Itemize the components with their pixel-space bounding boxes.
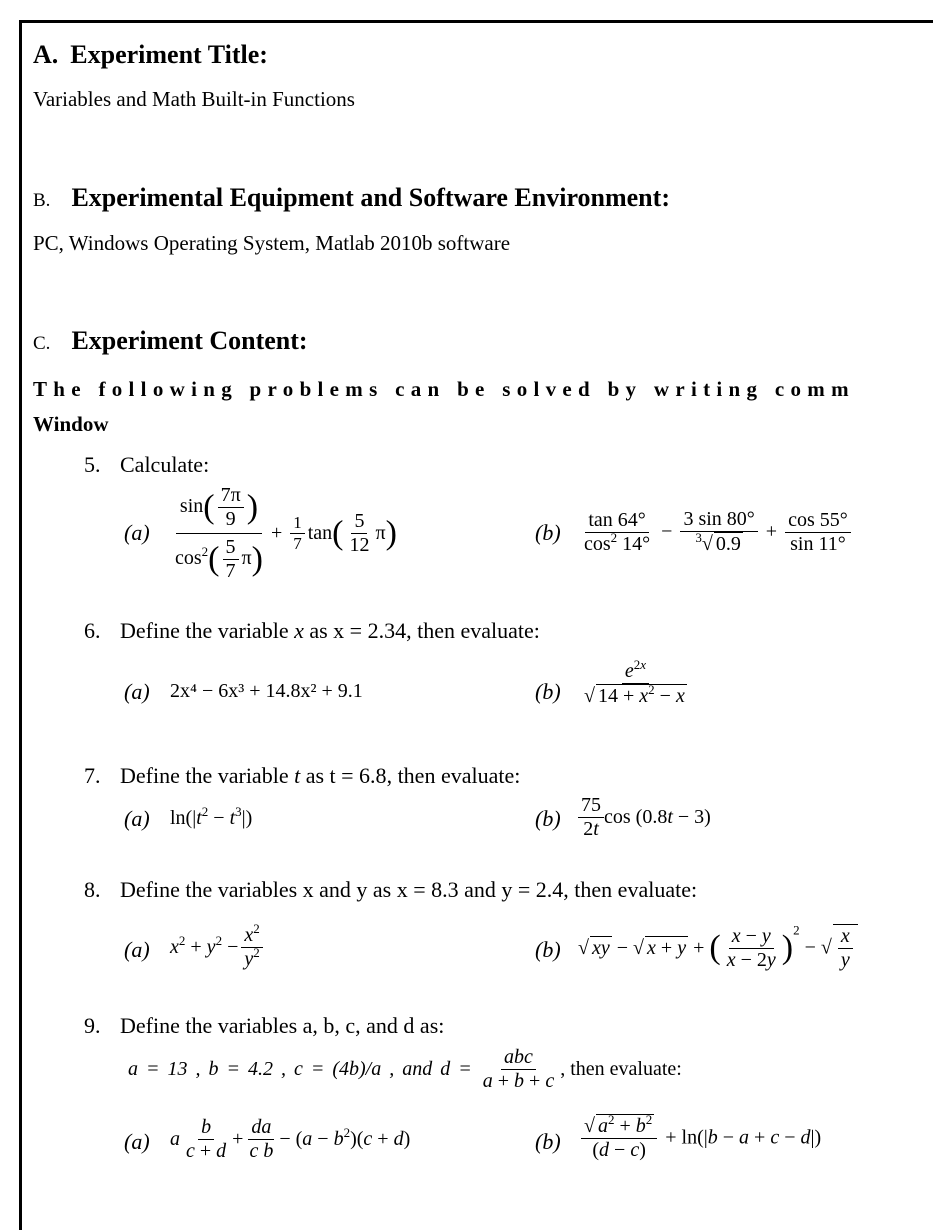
problem-6-var: x — [294, 618, 304, 643]
problem-6-number: 6. — [84, 618, 101, 643]
problem-6-text-before: Define the variable — [120, 618, 289, 643]
problem-5b-expression: $\frac{\tan 64^\circ}{\cos^2 14^\circ}$ − $\frac{3 \sin 80^\circ}{^3√ 0.9}$ + $\frac{\cos 55^\circ}{\sin 11^\circ}$ — [578, 508, 854, 556]
problem-9b-label: (b) — [535, 1129, 561, 1154]
section-a-letter: A. — [33, 40, 59, 69]
section-b-letter: B. — [33, 190, 51, 211]
problem-7-var: t — [294, 763, 301, 788]
problem-5-number: 5. — [84, 452, 101, 477]
problem-6a-expression: 2x⁴ − 6x³ + 14.8x² + 9.1 — [170, 680, 363, 702]
section-c-intro-line1: The following problems can be solved by writing comm — [33, 377, 855, 401]
section-b-colon: : — [661, 183, 670, 212]
problem-9-definitions: a = 13 , b = 4.2 , c = (4b)/a , and d = $\frac{\text{abc}}{a + b + c}$ , then evaluate: — [128, 1046, 682, 1092]
p5a-main-fraction: sin( $\frac{7\pi}{9}$ ) $\cos^2$( $\frac{5}{7}$ π) — [175, 484, 263, 582]
section-b-heading — [33, 183, 670, 213]
problem-9-defs: a = 13 , b = 4.2 , c = (4b)/a , and d = — [128, 1058, 472, 1080]
problem-9-header — [84, 1013, 444, 1039]
section-a-body: Variables and Math Built-in Functions — [33, 87, 355, 111]
problem-8-text: Define the variables x and y as x = 8.3 and y = 2.4, then evaluate: — [120, 877, 698, 902]
problem-5-text: Calculate: — [120, 452, 210, 477]
problem-8a-label: (a) — [124, 937, 150, 962]
problem-7-number: 7. — [84, 763, 101, 788]
problem-7a-expression: $\ln(|t^2 - t^3|)$ — [170, 804, 253, 829]
problem-7a-label: (a) — [124, 806, 150, 831]
problem-7b-expression: $\frac{75}{2t}$ cos (0.8t − 3) — [578, 794, 711, 841]
problem-8b-label: (b) — [535, 937, 561, 962]
problem-9-text: Define the variables a, b, c, and d as: — [120, 1013, 445, 1038]
problem-6b-label: (b) — [535, 679, 561, 704]
problem-7-header — [84, 763, 520, 789]
problem-5a-label: (a) — [124, 520, 150, 545]
section-b-title: Experimental Equipment and Software Environment — [71, 183, 662, 212]
section-c-heading — [33, 326, 308, 356]
problem-9b-expression: $\frac{√ a^2 + b^2}{(d - c)}$ + ln(|b − a + c − d|) — [578, 1114, 821, 1162]
problem-6a-label: (a) — [124, 679, 150, 704]
problem-5-header — [84, 452, 209, 478]
problem-5a-expression: sin( $\frac{7\pi}{9}$ ) $\cos^2$( $\frac{5}{7}$ π) + $\frac{1}{7}$ tan( $\frac{5}{12}$ π) — [172, 484, 397, 583]
problem-7-text-mid: as — [305, 763, 325, 788]
problem-6-eq: x = 2.34 — [333, 618, 407, 643]
problem-6-text-mid: as — [309, 618, 328, 643]
problem-9-number: 9. — [84, 1013, 101, 1038]
problem-7-text-after: , then evaluate: — [386, 763, 521, 788]
problem-6b-expression: $\frac{e^{2x}}{√ 14 + x^2 - x}$ — [584, 657, 685, 707]
problem-9-defs-after: , then evaluate: — [560, 1058, 682, 1080]
problem-6-text-after: , then evaluate: — [406, 618, 540, 643]
problem-8b-expression: √ xy − √ x + y + ( $\frac{x - y}{x - 2y}$ )$^2$ − √ $\frac{x}{y}$ — [578, 924, 858, 972]
section-a-heading — [33, 40, 268, 70]
problem-8-header — [84, 877, 697, 903]
section-c-colon: : — [298, 326, 308, 355]
problem-7-eq: t = 6.8 — [329, 763, 387, 788]
problem-7-text-before: Define the variable — [120, 763, 289, 788]
section-b-body: PC, Windows Operating System, Matlab 2010b software — [33, 231, 511, 255]
problem-7b-label: (b) — [535, 806, 561, 831]
problem-6-header — [84, 618, 540, 644]
problem-8a-expression: $x^2 + y^2$ − $\frac{x^2}{y^2}$ — [170, 924, 266, 971]
section-a-title: Experiment Title — [70, 40, 260, 69]
section-a-colon: : — [259, 40, 268, 69]
section-c-letter: C. — [33, 333, 51, 354]
problem-8-number: 8. — [84, 877, 101, 902]
problem-5b-label: (b) — [535, 520, 561, 545]
problem-9a-expression: a $\frac{b}{c + d}$ + $\frac{da}{\text{c b}}$ − $(a - b^2)(c + d)$ — [170, 1116, 411, 1162]
section-c-title: Experiment Content — [71, 326, 299, 355]
problem-9a-label: (a) — [124, 1129, 150, 1154]
section-c-intro-line2: Window — [33, 412, 109, 436]
